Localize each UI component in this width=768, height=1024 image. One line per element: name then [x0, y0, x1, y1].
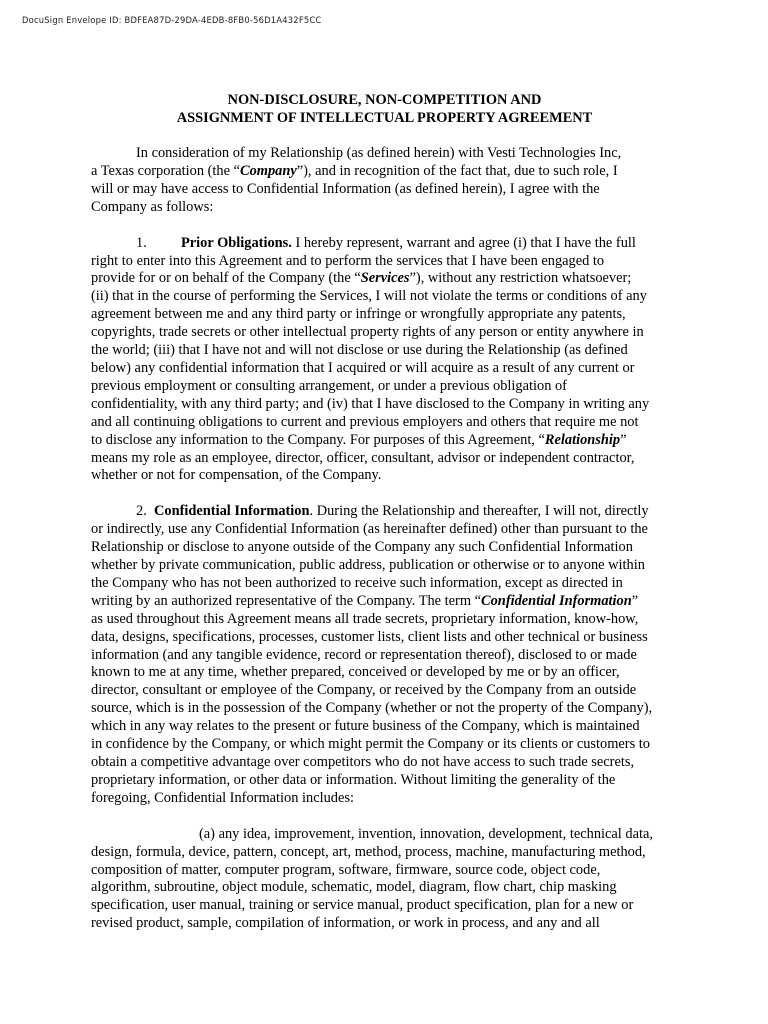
subsection-line: specification, user manual, training or service manual, product specification, plan for a new or	[91, 897, 634, 914]
subsection-line: revised product, sample, compilation of information, or work in process, and any and all	[91, 915, 600, 932]
section-line: copyrights, trade secrets or other intellectual property rights of any person or entity anywhere in	[91, 324, 644, 341]
section-line: and all continuing obligations to current and previous employers and others that require me not	[91, 413, 639, 430]
confidential-information-term: Confidential Information	[481, 592, 632, 609]
docusign-envelope-id: DocuSign Envelope ID: BDFEA87D-29DA-4EDB-8FB0-56D1A432F5CC	[22, 15, 322, 25]
intro-line: In consideration of my Relationship (as defined herein) with Vesti Technologies Inc,	[136, 145, 622, 161]
subsection-line: (a) any idea, improvement, invention, innovation, development, technical data,	[199, 825, 653, 842]
section-heading: Confidential Information	[154, 503, 310, 520]
title-line-1: NON-DISCLOSURE, NON-COMPETITION AND	[227, 92, 542, 108]
section-line: Relationship or disclose to anyone outside of the Company any such Confidential Information	[91, 539, 633, 556]
intro-paragraph	[91, 145, 678, 217]
section-line: means my role as an employee, director, officer, consultant, advisor or independent contractor,	[91, 449, 635, 466]
section-line: agreement between me and any third party or infringe or wrongfully appropriate any patents,	[91, 306, 626, 323]
section-line: 1. Prior Obligations. I hereby represent, warrant and agree (i) that I have the full	[136, 234, 636, 251]
section-line: right to enter into this Agreement and to perform the services that I have been engaged to	[91, 252, 605, 269]
section-confidential-information	[91, 503, 678, 807]
subsection-line: design, formula, device, pattern, concept, art, method, process, machine, manufacturing method,	[91, 843, 646, 860]
section-number: 1.	[136, 234, 147, 251]
subsection-a	[91, 826, 678, 933]
section-line: or indirectly, use any Confidential Information (as hereinafter defined) other than pursuant to the	[91, 521, 648, 538]
title-line-2: ASSIGNMENT OF INTELLECTUAL PROPERTY AGREEMENT	[176, 110, 593, 126]
section-line: the Company who has not been authorized to receive such information, except as directed in	[91, 574, 623, 591]
section-line: information (and any tangible evidence, record or representation thereof), disclosed to or made	[91, 646, 637, 663]
section-line: to disclose any information to the Company. For purposes of this Agreement, “Relationship”	[91, 431, 627, 448]
section-prior-obligations	[91, 235, 678, 486]
section-line: known to me at any time, whether prepared, conceived or developed by me or by an officer,	[91, 664, 620, 681]
agreement-page	[91, 91, 678, 933]
section-line: obtain a competitive advantage over competitors who do not have access to such trade secrets,	[91, 754, 635, 770]
section-line: foregoing, Confidential Information includes:	[91, 789, 354, 806]
section-line: whether or not for compensation, of the Company.	[91, 467, 382, 484]
relationship-term: Relationship	[544, 431, 621, 448]
section-line: in confidence by the Company, or which might permit the Company or its clients or customers to	[91, 736, 650, 753]
section-line: director, consultant or employee of the Company, or received by the Company from an outside	[91, 682, 637, 699]
section-line: writing by an authorized representative of the Company. The term “Confidential Information”	[91, 592, 639, 609]
section-line: which in any way relates to the present or future business of the Company, which is maintained	[91, 718, 640, 735]
section-line: source, which is in the possession of the Company (whether or not the property of the Company),	[91, 700, 653, 717]
section-line: below) any confidential information that I acquired or will acquire as a result of any current or	[91, 359, 635, 376]
subsection-line: composition of matter, computer program, software, firmware, source code, object code,	[91, 861, 601, 878]
section-heading: Prior Obligations.	[181, 234, 292, 251]
section-line: as used throughout this Agreement means all trade secrets, proprietary information, know-how,	[91, 610, 639, 627]
company-term: Company	[239, 162, 297, 179]
section-line: whether by private communication, public address, publication or otherwise or to anyone within	[91, 557, 645, 574]
intro-line: Company as follows:	[91, 198, 214, 215]
intro-line: a Texas corporation (the “Company”), and in recognition of the fact that, due to such role, I	[91, 162, 618, 179]
section-line: 2. Confidential Information. During the Relationship and thereafter, I will not, directly	[136, 503, 649, 520]
services-term: Services	[360, 270, 410, 287]
intro-line: will or may have access to Confidential Information (as defined herein), I agree with the	[91, 180, 600, 197]
section-line: proprietary information, or other data or information. Without limiting the generality of the	[91, 771, 616, 788]
section-line: previous employment or consulting arrangement, or under a previous obligation of	[91, 377, 567, 394]
section-number: 2.	[136, 503, 147, 520]
agreement-title	[91, 91, 678, 127]
subsection-line: algorithm, subroutine, object module, schematic, model, diagram, flow chart, chip masking	[91, 879, 617, 896]
section-line: the world; (iii) that I have not and will not disclose or use during the Relationship (as defined	[91, 342, 628, 359]
section-line: (ii) that in the course of performing the Services, I will not violate the terms or conditions of any	[91, 288, 647, 305]
section-line: confidentiality, with any third party; and (iv) that I have disclosed to the Company in writing any	[91, 395, 650, 412]
section-line: data, designs, specifications, processes, customer lists, client lists and other technical or business	[91, 628, 648, 645]
section-line: provide for or on behalf of the Company (the “Services”), without any restriction whatsoever;	[91, 270, 632, 287]
